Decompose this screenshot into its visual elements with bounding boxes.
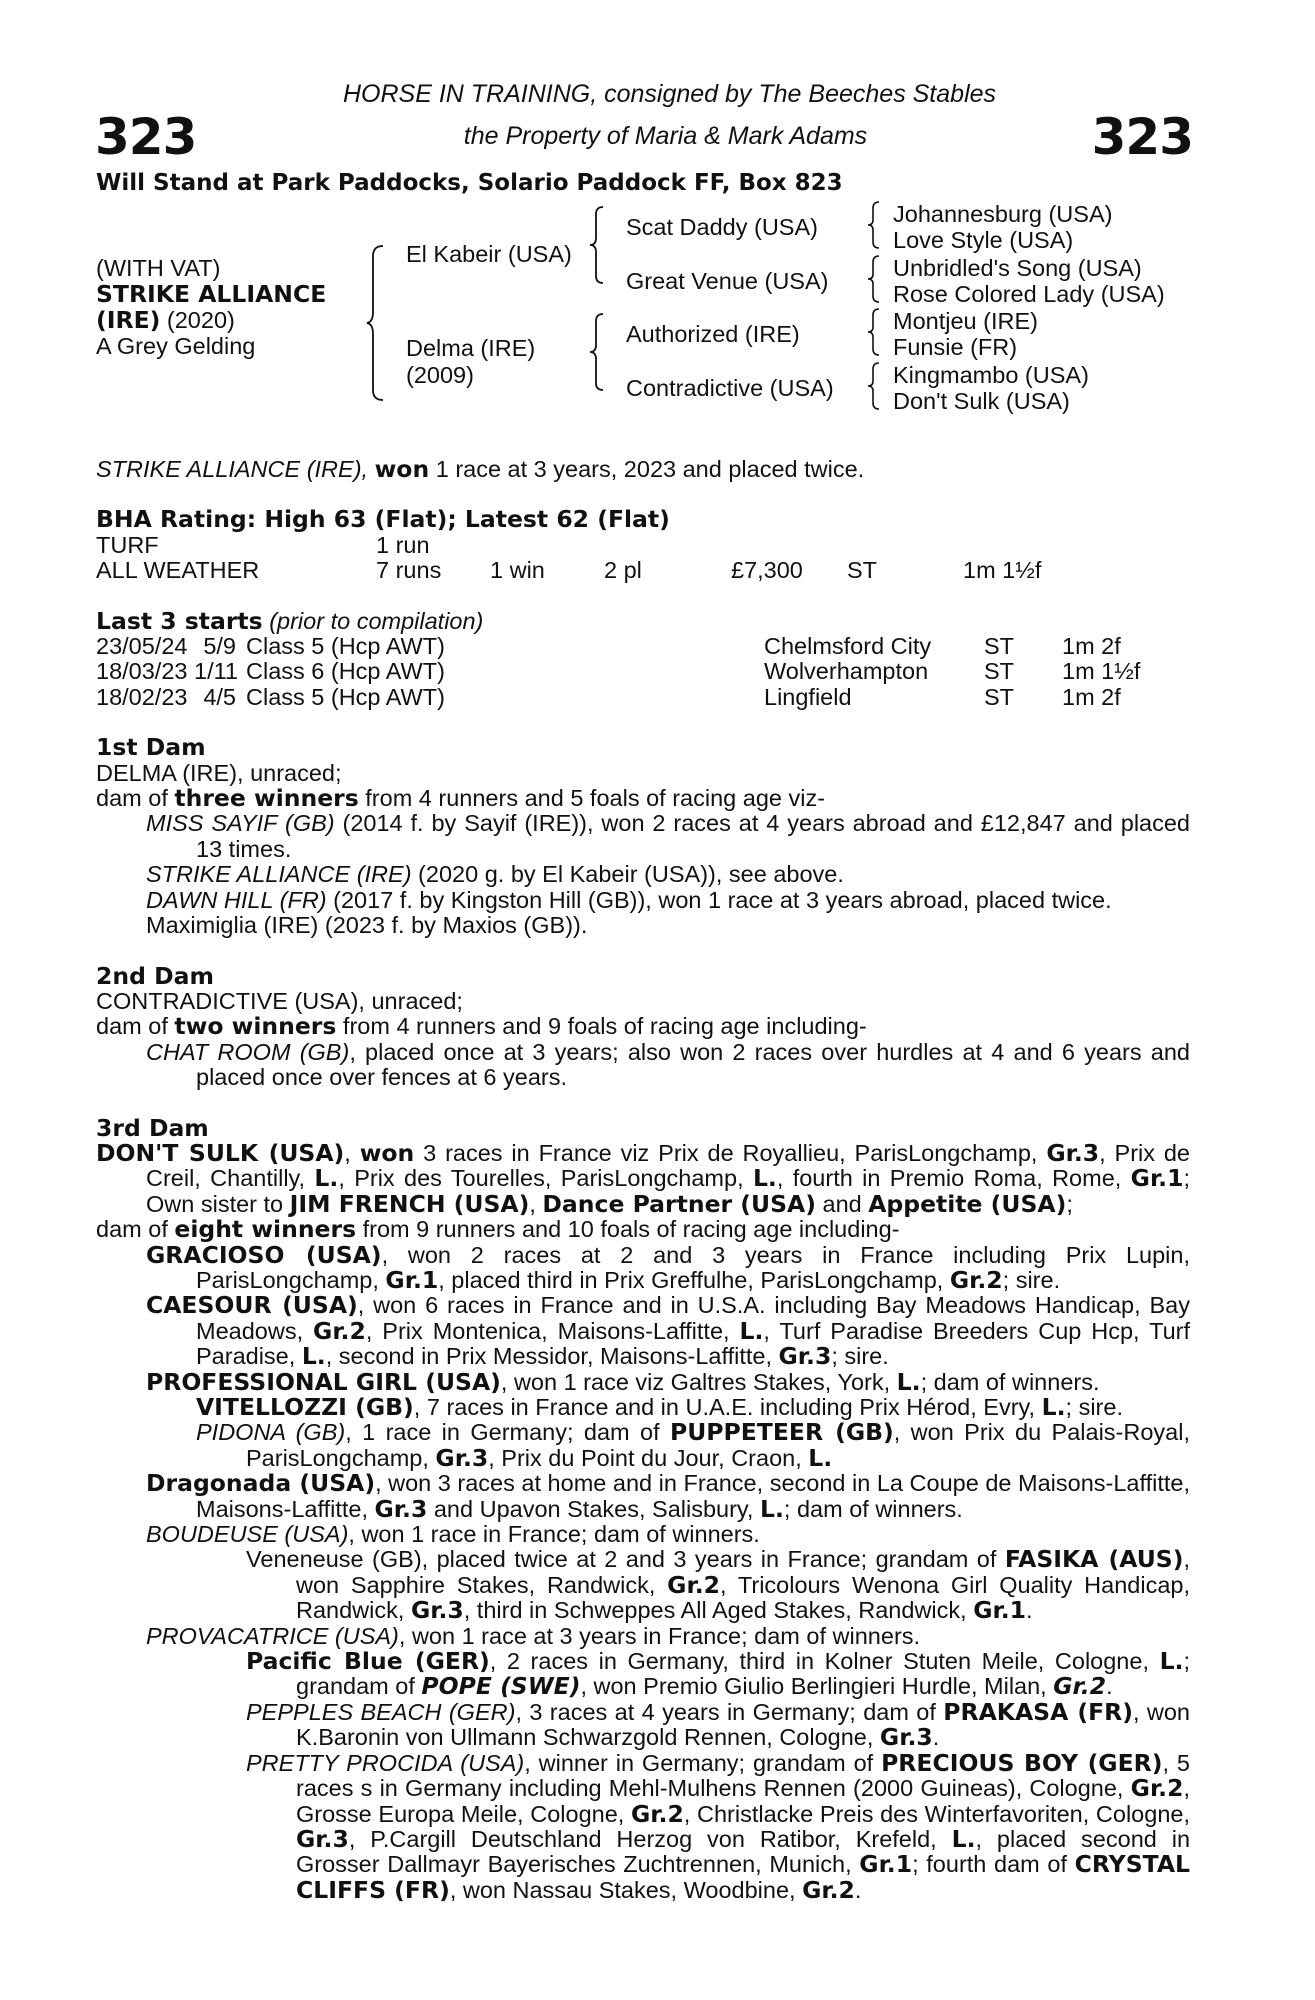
vat-label: (WITH VAT) bbox=[96, 255, 221, 281]
stand-location: Will Stand at Park Paddocks, Solario Paddock FF, Box 823 bbox=[96, 170, 843, 196]
gg-8: Don't Sulk (USA) bbox=[893, 388, 1070, 414]
dam1-title: 1st Dam bbox=[96, 733, 206, 762]
produce-entry: PRETTY PROCIDA (USA), winner in Germany; grandam of PRECIOUS BOY (GER), 5 races s in Germany including Mehl-Mulhens Rennen (2000 Guineas), Cologne, Gr.2, Grosse Europa Meile, Cologne, Gr.2, Christlacke Preis des Winterfavoriten, Cologne, Gr.3, P.Cargill Deutschland Herzog von Ratibor, Krefeld, L., placed second in Grosser Dallmayr Bayerisches Zuchtrennen, Munich, Gr.1; fourth dam of CRYSTAL CLIFFS (FR), won Nassau Stakes, Woodbine, Gr.2. bbox=[246, 1748, 1191, 1904]
dam2-damof: dam of two winners from 4 runners and 9 foals of racing age including- bbox=[96, 1012, 867, 1041]
produce-entry: STRIKE ALLIANCE (IRE) (2020 g. by El Kabeir (USA)), see above. bbox=[146, 861, 844, 888]
last3-row: 23/05/24 5/9 Class 5 (Hcp AWT) Chelmsford City ST 1m 2f bbox=[96, 633, 1121, 660]
horse-year: (2020) bbox=[160, 307, 235, 333]
consignor-line: HORSE IN TRAINING, consigned by The Beeches Stables bbox=[342, 80, 997, 108]
last3-row: 18/03/23 1/11 Class 6 (Hcp AWT) Wolverhampton ST 1m 1½f bbox=[96, 658, 1141, 685]
lot-number-right: 323 bbox=[1091, 108, 1193, 166]
produce-entry: CAESOUR (USA), won 6 races in France and in U.S.A. including Bay Meadows Handicap, Bay Meadows, Gr.2, Prix Montenica, Maisons-Laffitte, L., Turf Paradise Breeders Cup Hcp, Turf Paradise, L., second in Prix Messidor, Maisons-Laffitte, Gr.3; sire. bbox=[146, 1291, 1190, 1371]
last3-title: Last 3 starts (prior to compilation) bbox=[96, 606, 484, 635]
produce-entry: DAWN HILL (FR) (2017 f. by Kingston Hill (GB)), won 1 race at 3 years abroad, placed twice. bbox=[146, 886, 1112, 913]
produce-entry: VITELLOZZI (GB), 7 races in France and in U.A.E. including Prix Hérod, Evry, L.; sire. bbox=[196, 1393, 1123, 1421]
dam: Delma (IRE) bbox=[406, 335, 536, 361]
brace-gg-1 bbox=[866, 200, 882, 250]
dam3-title: 3rd Dam bbox=[96, 1113, 209, 1142]
produce-entry: PROVACATRICE (USA), won 1 race at 3 years in France; dam of winners. bbox=[146, 1622, 921, 1649]
rating-title: BHA Rating: High 63 (Flat); Latest 62 (Flat) bbox=[96, 505, 670, 534]
sire-sire: Scat Daddy (USA) bbox=[626, 214, 818, 240]
sire: El Kabeir (USA) bbox=[406, 241, 572, 267]
produce-entry: PROFESSIONAL GIRL (USA), won 1 race viz Galtres Stakes, York, L.; dam of winners. bbox=[146, 1367, 1100, 1396]
produce-entry: Maximiglia (IRE) (2023 f. by Maxios (GB)). bbox=[146, 912, 588, 939]
produce-entry: BOUDEUSE (USA), won 1 race in France; dam of winners. bbox=[146, 1521, 760, 1548]
rating-aw-row: ALL WEATHER 7 runs 1 win 2 pl £7,300 ST 1m 1½f bbox=[96, 557, 1042, 584]
summary-line: STRIKE ALLIANCE (IRE), won 1 race at 3 years, 2023 and placed twice. bbox=[96, 455, 865, 483]
dam1-damof: dam of three winners from 4 runners and 5 foals of racing age viz- bbox=[96, 784, 826, 813]
horse-suffix-line bbox=[96, 307, 235, 333]
body-text bbox=[96, 457, 1190, 1903]
produce-entry: Pacific Blue (GER), 2 races in Germany, third in Kolner Stuten Meile, Cologne, L.; grandam of POPE (SWE), won Premio Giulio Berlingieri Hurdle, Milan, Gr.2. bbox=[246, 1647, 1190, 1701]
produce-entry: PIDONA (GB), 1 race in Germany; dam of PUPPETEER (GB), won Prix du Palais-Royal, ParisLongchamp, Gr.3, Prix du Point du Jour, Craon, L. bbox=[196, 1418, 1190, 1472]
gg-6: Funsie (FR) bbox=[893, 334, 1018, 360]
gg-2: Love Style (USA) bbox=[893, 227, 1074, 253]
produce-entry: Veneneuse (GB), placed twice at 2 and 3 years in France; grandam of FASIKA (AUS), won Sapphire Stakes, Randwick, Gr.2, Tricolours Wenona Girl Quality Handicap, Randwick, Gr.3, third in Schweppes All Aged Stakes, Randwick, Gr.1. bbox=[246, 1545, 1191, 1625]
brace-gg-4 bbox=[866, 361, 882, 411]
gg-7: Kingmambo (USA) bbox=[893, 362, 1089, 388]
produce-entry: CHAT ROOM (GB), placed once at 3 years; also won 2 races over hurdles at 4 and 6 years and placed once over fences at 6 years. bbox=[146, 1038, 1190, 1091]
dam-year: (2009) bbox=[406, 362, 474, 388]
dam2-title: 2nd Dam bbox=[96, 961, 214, 990]
horse-country: (IRE) bbox=[96, 306, 161, 334]
gg-3: Unbridled's Song (USA) bbox=[893, 255, 1142, 281]
brace-sire bbox=[588, 205, 606, 285]
last3-row: 18/02/23 4/5 Class 5 (Hcp AWT) Lingfield ST 1m 2f bbox=[96, 683, 1121, 710]
dam-sire: Authorized (IRE) bbox=[626, 321, 800, 347]
brace-gg-3 bbox=[866, 307, 882, 357]
brace-large bbox=[365, 244, 387, 402]
dam3-entry: DON'T SULK (USA), won 3 races in France viz Prix de Royallieu, ParisLongchamp, Gr.3, Prix de Creil, Chantilly, L., Prix des Tourelles, ParisLongchamp, L., fourth in Premio Roma, Rome, Gr.1; Own sister to JIM FRENCH (USA), Dance Partner (USA) and Appetite (USA); bbox=[96, 1138, 1190, 1218]
horse-description: A Grey Gelding bbox=[96, 333, 256, 359]
produce-entry: Dragonada (USA), won 3 races at home and in France, second in La Coupe de Maisons-Laffitte, Maisons-Laffitte, Gr.3 and Upavon Stakes, Salisbury, L.; dam of winners. bbox=[146, 1469, 1190, 1523]
gg-4: Rose Colored Lady (USA) bbox=[893, 281, 1165, 307]
dam2-line: CONTRADICTIVE (USA), unraced; bbox=[96, 987, 463, 1014]
sire-dam: Great Venue (USA) bbox=[626, 268, 829, 294]
produce-entry: GRACIOSO (USA), won 2 races at 2 and 3 years in France including Prix Lupin, ParisLongchamp, Gr.1, placed third in Prix Greffulhe, ParisLongchamp, Gr.2; sire. bbox=[146, 1240, 1190, 1294]
gg-1: Johannesburg (USA) bbox=[893, 201, 1113, 227]
produce-entry: PEPPLES BEACH (GER), 3 races at 4 years in Germany; dam of PRAKASA (FR), won K.Baronin von Ullmann Schwarzgold Rennen, Cologne, Gr.3. bbox=[246, 1697, 1190, 1752]
property-line: the Property of Maria & Mark Adams bbox=[463, 122, 868, 150]
brace-gg-2 bbox=[866, 254, 882, 304]
dam3-damof: dam of eight winners from 9 runners and 10 foals of racing age including- bbox=[96, 1215, 900, 1244]
brace-dam bbox=[588, 312, 606, 392]
gg-5: Montjeu (IRE) bbox=[893, 308, 1038, 334]
horse-name: STRIKE ALLIANCE bbox=[96, 280, 327, 308]
lot-number-left: 323 bbox=[95, 108, 197, 166]
rating-turf-row: TURF 1 run bbox=[96, 531, 430, 558]
produce-entry: MISS SAYIF (GB) (2014 f. by Sayif (IRE)), won 2 races at 4 years abroad and £12,847 and placed 13 times. bbox=[146, 810, 1191, 862]
dam-dam: Contradictive (USA) bbox=[626, 375, 834, 401]
dam1-line: DELMA (IRE), unraced; bbox=[96, 759, 342, 786]
